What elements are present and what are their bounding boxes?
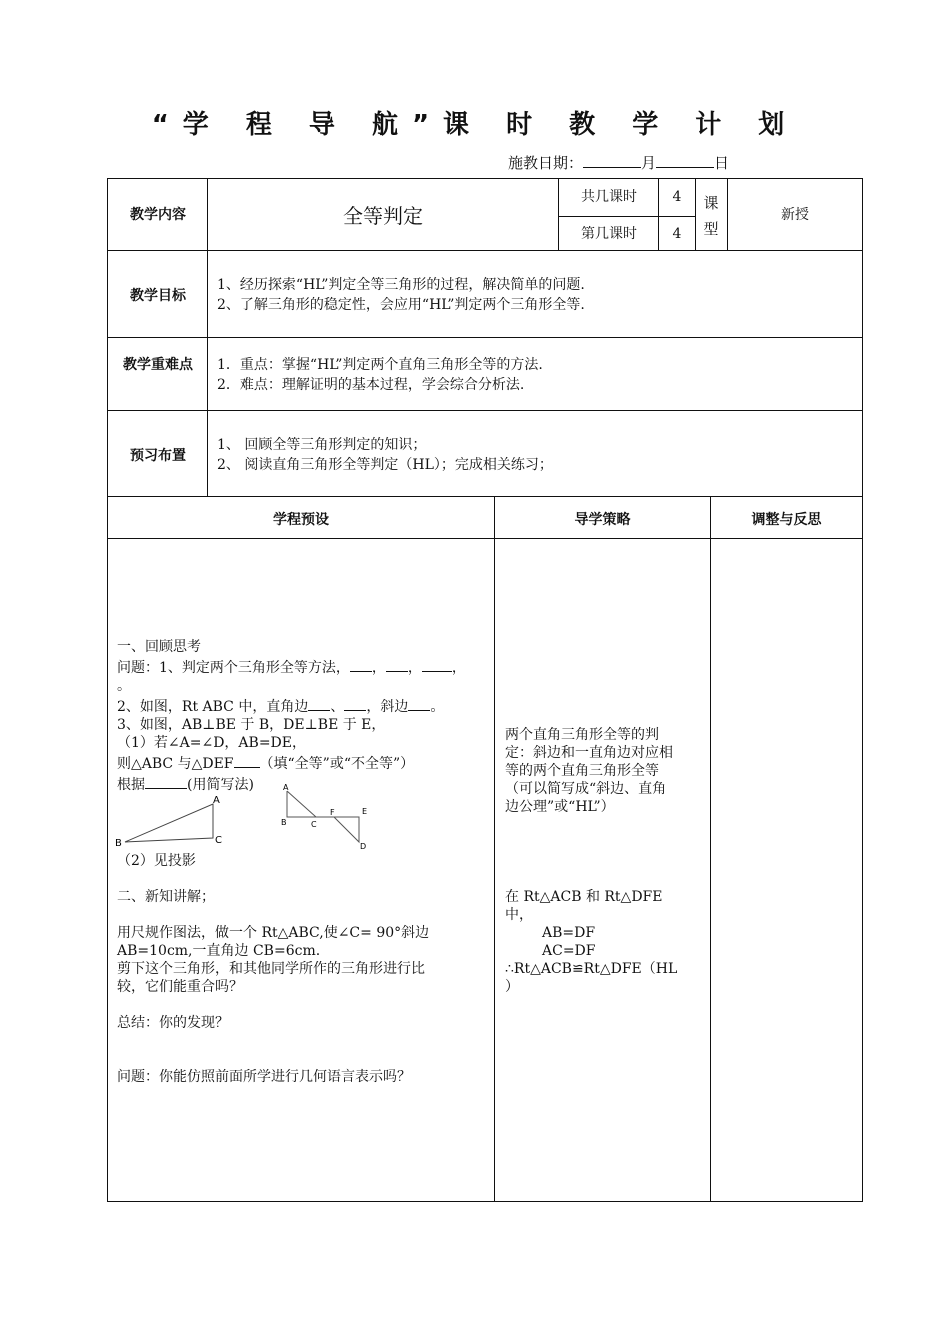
question-3-line-1: 3、如图，AB⊥BE 于 B，DE⊥BE 于 E， [117, 717, 386, 733]
question-3-line-4: 根据 (用简写法) [117, 773, 489, 794]
triangle-def [334, 817, 359, 842]
new-knowledge-title: 二、新知讲解； [117, 889, 215, 905]
fig2-label-f: F [330, 808, 335, 817]
nth-hour-value: 4 [672, 226, 682, 242]
theorem-line-5: 边公理”或“HL”） [505, 799, 615, 815]
key-points-text [217, 355, 857, 395]
nth-hour-label: 第几课时 [581, 226, 637, 242]
lesson-type-value: 新授 [781, 207, 809, 223]
proof-line-2: 中， [505, 907, 533, 923]
proof-line-5: ∴Rt△ACB≌Rt△DFE（HL [505, 961, 678, 977]
summary-line: 总结：你的发现？ [117, 1015, 229, 1031]
fig2-label-e: E [362, 807, 368, 816]
fig1-label-b: B [115, 838, 122, 849]
strategy-proof [505, 888, 705, 996]
key-point-line-1: 1．重点：掌握“HL”判定两个直角三角形全等的方法. [217, 357, 543, 373]
question-3-line-3: 则△ABC 与△DEF （填“全等”或“不全等”） [117, 752, 489, 773]
theorem-line-3: 等的两个直角三角形全等 [505, 763, 659, 779]
theorem-line-2: 定：斜边和一直角边对应相 [505, 745, 673, 761]
content-value: 全等判定 [343, 204, 423, 228]
question-2: 2、如图，Rt ABC 中，直角边 、 ，斜边 。 [117, 695, 489, 716]
question-3-line-2: （1）若∠A=∠D，AB=DE， [117, 735, 307, 751]
process-content-2 [117, 852, 489, 1086]
column-process: 学程预设 [273, 512, 329, 528]
triangle-abc [125, 804, 213, 842]
key-points-label: 教学重难点 [123, 357, 193, 373]
total-hours-label: 共几课时 [581, 189, 637, 205]
proof-line-3: AB=DF [542, 925, 596, 941]
goal-line-1: 1、经历探索“HL”判定全等三角形的过程，解决简单的问题. [217, 277, 585, 293]
key-point-line-2: 2．难点：理解证明的基本过程，学会综合分析法. [217, 377, 525, 393]
preview-text [217, 435, 857, 475]
figure-two-triangles [278, 780, 378, 852]
fig2-label-c: C [311, 820, 317, 829]
question-line: 问题：你能仿照前面所学进行几何语言表示吗？ [117, 1069, 411, 1085]
construct-line-4: 较，它们能重合吗？ [117, 979, 243, 995]
construct-line-3: 剪下这个三角形，和其他同学所作的三角形进行比 [117, 961, 425, 977]
fig2-label-b: B [281, 818, 287, 827]
strategy-theorem [505, 726, 705, 816]
goals-text [217, 275, 857, 315]
day-label: 日 [714, 154, 730, 172]
fig2-label-a: A [283, 783, 289, 792]
goals-label: 教学目标 [130, 288, 186, 304]
column-strategy: 导学策略 [574, 512, 631, 528]
goal-line-2: 2、了解三角形的稳定性，会应用“HL”判定两个三角形全等. [217, 297, 585, 313]
question-3-part-2: （2）见投影 [117, 853, 196, 869]
page-title: “学 程 导 航”课 时 教 学 计 划 [151, 110, 799, 140]
construct-line-2: AB=10cm,一直角边 CB=6cm. [117, 943, 321, 959]
theorem-line-1: 两个直角三角形全等的判 [505, 727, 659, 743]
content-label: 教学内容 [130, 207, 186, 223]
fig1-label-c: C [215, 835, 222, 846]
fig1-label-a: A [213, 795, 220, 806]
column-reflection: 调整与反思 [751, 512, 822, 528]
total-hours-value: 4 [672, 189, 682, 205]
figure-triangle-abc [112, 790, 237, 852]
preview-line-2: 2、 阅读直角三角形全等判定（HL）；完成相关练习； [217, 457, 553, 473]
fig2-label-d: D [360, 842, 367, 851]
question-1: 问题：1、判定两个三角形全等方法， ， ， ， [117, 656, 489, 677]
review-title: 一、回顾思考 [117, 639, 201, 655]
preview-label: 预习布置 [130, 448, 186, 464]
triangle-abc-2 [287, 791, 316, 817]
question-1-tail: 。 [117, 678, 131, 694]
theorem-line-4: （可以简写成“斜边、直角 [505, 781, 667, 797]
month-label: 月 [641, 154, 657, 172]
construct-line-1: 用尺规作图法，做一个 Rt△ABC,使∠C= 90°斜边 [117, 925, 430, 941]
proof-line-4: AC=DF [542, 943, 596, 959]
process-content [117, 638, 489, 794]
preview-line-1: 1、 回顾全等三角形判定的知识； [217, 437, 427, 453]
lesson-type-label: 课 型 [703, 194, 719, 238]
proof-line-6: ） [505, 979, 519, 995]
proof-line-1: 在 Rt△ACB 和 Rt△DFE [505, 889, 663, 905]
date-label: 施教日期： [508, 154, 584, 172]
